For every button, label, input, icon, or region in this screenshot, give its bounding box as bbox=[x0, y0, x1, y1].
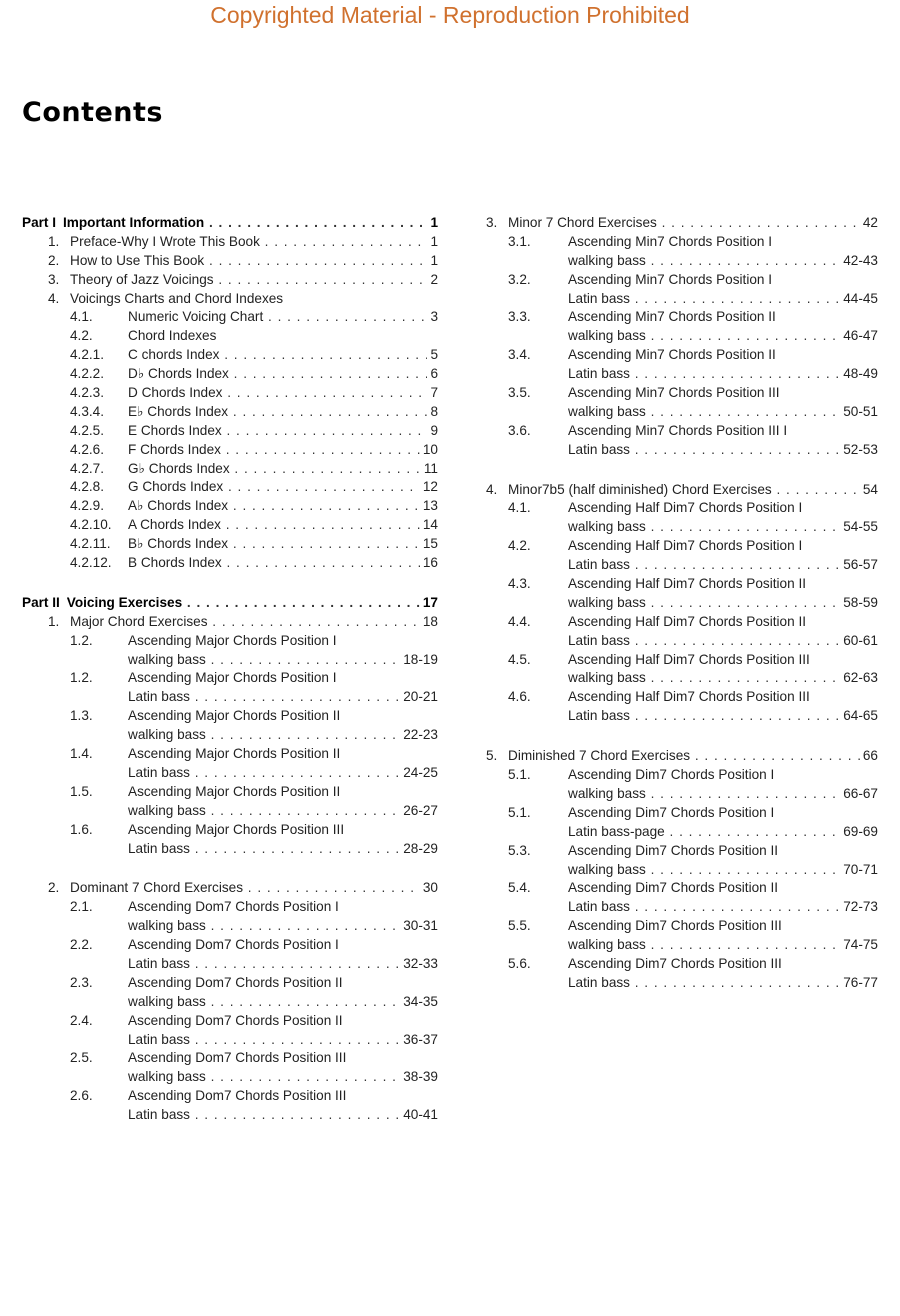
toc-entry-title: Ascending Half Dim7 Chords Position I bbox=[568, 500, 803, 516]
toc-entry-title: Ascending Dim7 Chords Position I bbox=[568, 767, 775, 783]
toc-entry-number: 1. bbox=[48, 233, 60, 249]
toc-entry-number: 4.2. bbox=[508, 538, 531, 554]
toc-entry-title: C chords Index . . . bbox=[128, 346, 427, 365]
toc-entry-title: Numeric Voicing Chart . . . bbox=[128, 308, 427, 327]
toc-entry bbox=[484, 974, 878, 993]
toc-entry bbox=[484, 365, 878, 384]
toc-entry-number: 3.3. bbox=[508, 309, 531, 325]
toc-entry-page: 64-65 bbox=[843, 708, 878, 724]
toc-entry bbox=[22, 993, 438, 1012]
toc-entry-title: Latin bass . . . bbox=[568, 556, 840, 575]
toc-entry-title: Ascending Min7 Chords Position I bbox=[568, 233, 773, 249]
toc-entry-page: 42-43 bbox=[843, 252, 878, 268]
toc-entry bbox=[484, 327, 878, 346]
toc-entry-number: 3.6. bbox=[508, 422, 531, 438]
toc-entry-title: Ascending Half Dim7 Chords Position II bbox=[568, 576, 806, 592]
toc-entry-title: Latin bass . . . bbox=[568, 898, 840, 917]
toc-entry-page: 60-61 bbox=[843, 632, 878, 648]
toc-entry-title: Voicings Charts and Chord Indexes bbox=[70, 290, 284, 306]
toc-entry-page: 7 bbox=[430, 385, 438, 401]
copyright-watermark: Copyrighted Material - Reproduction Prohibited bbox=[210, 2, 690, 28]
toc-entry bbox=[22, 783, 438, 802]
toc-entry-number: 4.2.11. bbox=[70, 536, 111, 552]
toc-entry-number: 4.2.8. bbox=[70, 479, 105, 495]
toc-entry bbox=[22, 840, 438, 859]
toc-entry bbox=[22, 651, 438, 670]
toc-entry-page: 72-73 bbox=[843, 899, 878, 915]
toc-entry-title: walking bass . . . bbox=[128, 917, 400, 936]
toc-entry-title: Ascending Major Chords Position II bbox=[128, 708, 341, 724]
toc-entry-title: Minor 7 Chord Exercises . . . bbox=[508, 214, 860, 233]
toc-entry-title: D Chords Index . . . bbox=[128, 384, 427, 403]
toc-entry bbox=[484, 537, 878, 556]
toc-entry-title: A♭ Chords Index . . . bbox=[128, 497, 420, 516]
toc-entry-title: B♭ Chords Index . . . bbox=[128, 535, 420, 554]
toc-entry-title: walking bass . . . bbox=[568, 785, 840, 804]
toc-entry-title: walking bass . . . bbox=[128, 651, 400, 670]
toc-entry-title: A Chords Index . . . bbox=[128, 516, 420, 535]
toc-entry-number: 4.3.4. bbox=[70, 403, 105, 419]
toc-entry bbox=[22, 271, 438, 290]
toc-entry-page: 69-69 bbox=[843, 823, 878, 839]
toc-entry-title: Latin bass . . . bbox=[128, 688, 400, 707]
toc-entry bbox=[484, 499, 878, 518]
toc-entry bbox=[22, 308, 438, 327]
toc-entry-title: Diminished 7 Chord Exercises . . . bbox=[508, 747, 860, 766]
toc-entry bbox=[22, 290, 438, 309]
toc-left-column bbox=[22, 214, 438, 1146]
toc-entry-title: walking bass . . . bbox=[128, 726, 400, 745]
toc-entry-title: Latin bass . . . bbox=[568, 974, 840, 993]
toc-entry-title: walking bass . . . bbox=[568, 594, 840, 613]
toc-entry bbox=[484, 556, 878, 575]
toc-entry-title: Ascending Half Dim7 Chords Position III bbox=[568, 689, 810, 705]
toc-entry bbox=[22, 460, 438, 479]
toc-entry-page: 34-35 bbox=[403, 993, 438, 1009]
toc-entry bbox=[484, 861, 878, 880]
toc-entry-title: Ascending Major Chords Position II bbox=[128, 746, 341, 762]
toc-entry-title: Ascending Major Chords Position I bbox=[128, 670, 337, 686]
toc-entry-number: 4.2.6. bbox=[70, 441, 105, 457]
toc-entry bbox=[22, 936, 438, 955]
toc-entry-title: Preface-Why I Wrote This Book . . . bbox=[70, 233, 427, 252]
toc-entry-title: Ascending Min7 Chords Position III bbox=[568, 385, 780, 401]
toc-entry bbox=[22, 1049, 438, 1068]
toc-entry bbox=[484, 936, 878, 955]
toc-entry bbox=[484, 594, 878, 613]
toc-entry-number: 4.2.10. bbox=[70, 517, 112, 533]
toc-entry bbox=[484, 688, 878, 707]
toc-entry-title: Latin bass . . . bbox=[128, 1106, 400, 1125]
toc-entry bbox=[484, 214, 878, 233]
toc-entry-page: 74-75 bbox=[843, 937, 878, 953]
toc-entry-number: 1.2. bbox=[70, 632, 93, 648]
toc-entry-number: 4.1. bbox=[508, 500, 531, 516]
toc-entry bbox=[484, 785, 878, 804]
toc-section bbox=[22, 214, 438, 573]
toc-entry-number: 4. bbox=[486, 481, 498, 497]
toc-entry-title: Ascending Dim7 Chords Position III bbox=[568, 955, 782, 971]
toc-entry bbox=[484, 308, 878, 327]
toc-entry-page: 38-39 bbox=[403, 1069, 438, 1085]
toc-entry-page: 28-29 bbox=[403, 840, 438, 856]
toc-entry-title: walking bass . . . bbox=[568, 861, 840, 880]
toc-entry-page: 14 bbox=[422, 517, 438, 533]
toc-entry-title: Ascending Dim7 Chords Position I bbox=[568, 804, 775, 820]
toc-entry-title: G Chords Index . . . bbox=[128, 478, 420, 497]
toc-entry bbox=[484, 271, 878, 290]
toc-entry-title: Theory of Jazz Voicings . . . bbox=[70, 271, 427, 290]
toc-entry-title: Chord Indexes bbox=[128, 328, 217, 344]
toc-entry bbox=[22, 535, 438, 554]
toc-entry bbox=[484, 823, 878, 842]
toc-entry-title: Ascending Min7 Chords Position I bbox=[568, 271, 773, 287]
toc-entry-page: 66 bbox=[862, 748, 878, 764]
toc-entry-page: 54 bbox=[862, 481, 878, 497]
toc-entry-page: 16 bbox=[422, 555, 438, 571]
toc-entry-page: 36-37 bbox=[403, 1031, 438, 1047]
toc-entry bbox=[22, 745, 438, 764]
toc-entry bbox=[22, 252, 438, 271]
toc-entry-title: Latin bass . . . bbox=[568, 441, 840, 460]
toc-entry-number: 5.6. bbox=[508, 955, 531, 971]
toc-entry-number: 5.4. bbox=[508, 880, 531, 896]
toc-entry-page: 13 bbox=[422, 498, 438, 514]
toc-entry bbox=[484, 632, 878, 651]
toc-entry-page: 5 bbox=[430, 347, 438, 363]
toc-entry-number: 5.1. bbox=[508, 804, 531, 820]
toc-entry-page: 26-27 bbox=[403, 802, 438, 818]
toc-entry-number: 3.1. bbox=[508, 233, 531, 249]
toc-entry-number: 4.4. bbox=[508, 613, 531, 629]
toc-entry-page: 17 bbox=[422, 594, 438, 610]
toc-entry-title: walking bass . . . bbox=[568, 403, 840, 422]
toc-entry-number: 4.2.2. bbox=[70, 366, 105, 382]
toc-entry bbox=[22, 1031, 438, 1050]
toc-entry-number: 5. bbox=[486, 748, 498, 764]
toc-entry-number: 3.4. bbox=[508, 347, 531, 363]
toc-entry-page: 3 bbox=[430, 309, 438, 325]
toc-entry-page: 62-63 bbox=[843, 670, 878, 686]
toc-entry-page: 2 bbox=[430, 271, 438, 287]
toc-entry-page: 76-77 bbox=[843, 974, 878, 990]
toc-entry bbox=[484, 481, 878, 500]
toc-section bbox=[484, 214, 878, 460]
toc-entry-page: 32-33 bbox=[403, 955, 438, 971]
toc-entry-title: walking bass . . . bbox=[128, 802, 400, 821]
toc-entry-title: walking bass . . . bbox=[568, 669, 840, 688]
toc-entry bbox=[484, 403, 878, 422]
toc-entry bbox=[484, 898, 878, 917]
toc-entry-number: 2. bbox=[48, 252, 60, 268]
toc-entry-title: Ascending Half Dim7 Chords Position II bbox=[568, 613, 806, 629]
toc-entry-number: 4.3. bbox=[508, 576, 531, 592]
toc-entry-title: How to Use This Book . . . bbox=[70, 252, 427, 271]
toc-entry bbox=[22, 478, 438, 497]
toc-entry-number: 2.2. bbox=[70, 937, 93, 953]
toc-entry bbox=[22, 917, 438, 936]
toc-entry-title: Ascending Half Dim7 Chords Position III bbox=[568, 651, 810, 667]
toc-entry-number: 2. bbox=[48, 880, 60, 896]
toc-entry bbox=[484, 879, 878, 898]
toc-entry bbox=[22, 422, 438, 441]
toc-entry-page: 1 bbox=[430, 252, 438, 268]
toc-entry-number: 4.2.3. bbox=[70, 385, 105, 401]
toc-entry-title: Ascending Dom7 Chords Position I bbox=[128, 899, 339, 915]
toc-entry-page: 9 bbox=[430, 422, 438, 438]
toc-entry bbox=[22, 365, 438, 384]
toc-entry-title: Ascending Major Chords Position I bbox=[128, 632, 337, 648]
toc-entry-title: Dominant 7 Chord Exercises . . . bbox=[70, 879, 420, 898]
toc-entry-title: Minor7b5 (half diminished) Chord Exercises . . . bbox=[508, 481, 860, 500]
toc-entry-page: 6 bbox=[430, 366, 438, 382]
toc-entry-title: Latin bass . . . bbox=[568, 707, 840, 726]
toc-entry-title: Latin bass . . . bbox=[568, 632, 840, 651]
toc-entry bbox=[484, 233, 878, 252]
toc-entry-number: 1.5. bbox=[70, 783, 93, 799]
toc-entry-page: 48-49 bbox=[843, 366, 878, 382]
toc-entry-title: Ascending Dom7 Chords Position III bbox=[128, 1088, 347, 1104]
toc-entry-page: 20-21 bbox=[403, 689, 438, 705]
toc-entry bbox=[484, 441, 878, 460]
toc-entry-title: Ascending Major Chords Position II bbox=[128, 783, 341, 799]
toc-entry-number: 2.3. bbox=[70, 974, 93, 990]
toc-entry bbox=[22, 802, 438, 821]
toc-entry-number: 3. bbox=[48, 271, 60, 287]
toc-entry-number: 5.1. bbox=[508, 767, 531, 783]
toc-entry-title: Major Chord Exercises . . . bbox=[70, 613, 420, 632]
toc-entry-title: Ascending Half Dim7 Chords Position I bbox=[568, 538, 803, 554]
toc-part-heading bbox=[22, 594, 438, 613]
toc-entry bbox=[484, 651, 878, 670]
toc-entry-title: Ascending Dim7 Chords Position II bbox=[568, 880, 779, 896]
toc-entry-number: 4.2.1. bbox=[70, 347, 105, 363]
toc-entry-title: Ascending Major Chords Position III bbox=[128, 821, 345, 837]
toc-entry-number: 2.1. bbox=[70, 899, 93, 915]
toc-entry bbox=[484, 917, 878, 936]
toc-entry-number: Part I bbox=[22, 215, 56, 230]
toc-entry-page: 50-51 bbox=[843, 403, 878, 419]
toc-entry bbox=[484, 955, 878, 974]
toc-entry-page: 42 bbox=[862, 215, 878, 230]
toc-entry bbox=[22, 764, 438, 783]
toc-entry-number: 4. bbox=[48, 290, 60, 306]
toc-entry bbox=[22, 707, 438, 726]
toc-entry-page: 44-45 bbox=[843, 290, 878, 306]
toc-entry-title: B Chords Index . . . bbox=[128, 554, 420, 573]
toc-entry bbox=[22, 974, 438, 993]
toc-entry-page: 11 bbox=[423, 460, 438, 476]
toc-entry bbox=[484, 747, 878, 766]
toc-entry-page: 18-19 bbox=[403, 651, 438, 667]
toc-entry-title: Latin bass . . . bbox=[568, 365, 840, 384]
toc-entry-page: 18 bbox=[422, 613, 438, 629]
toc-entry bbox=[484, 842, 878, 861]
toc-entry bbox=[484, 252, 878, 271]
toc-entry-page: 70-71 bbox=[843, 861, 878, 877]
toc-entry bbox=[484, 669, 878, 688]
toc-entry-page: 24-25 bbox=[403, 764, 438, 780]
toc-entry bbox=[484, 707, 878, 726]
toc-entry-page: 10 bbox=[422, 441, 438, 457]
page-title: Contents bbox=[22, 97, 164, 128]
toc-entry-title: walking bass . . . bbox=[568, 936, 840, 955]
toc-entry-title: Ascending Dim7 Chords Position III bbox=[568, 918, 782, 934]
toc-entry-number: 4.1. bbox=[70, 309, 93, 325]
toc-entry-number: 5.3. bbox=[508, 842, 531, 858]
toc-entry-title: Ascending Dom7 Chords Position II bbox=[128, 1012, 343, 1028]
toc-section bbox=[22, 879, 438, 1125]
toc-entry-title: Ascending Dom7 Chords Position III bbox=[128, 1050, 347, 1066]
toc-entry-title: walking bass . . . bbox=[568, 327, 840, 346]
toc-entry-page: 56-57 bbox=[843, 557, 878, 573]
toc-entry bbox=[22, 497, 438, 516]
toc-entry-number: 4.5. bbox=[508, 651, 531, 667]
toc-entry-page: 22-23 bbox=[403, 727, 438, 743]
toc-entry-title: Latin bass . . . bbox=[568, 290, 840, 309]
toc-entry bbox=[22, 327, 438, 346]
toc-entry-number: 4.2.7. bbox=[70, 460, 105, 476]
toc-entry bbox=[22, 955, 438, 974]
toc-entry bbox=[22, 726, 438, 745]
toc-entry-number: 4.2.12. bbox=[70, 555, 112, 571]
toc-entry-title: Ascending Min7 Chords Position III I bbox=[568, 422, 788, 438]
toc-entry bbox=[22, 1087, 438, 1106]
toc-section bbox=[484, 747, 878, 993]
toc-entry-page: 1 bbox=[430, 233, 438, 249]
toc-entry-page: 66-67 bbox=[843, 785, 878, 801]
toc-entry-title: walking bass . . . bbox=[128, 1068, 400, 1087]
toc-entry-number: 1.2. bbox=[70, 670, 93, 686]
toc-entry bbox=[22, 441, 438, 460]
toc-entry-title: Ascending Dom7 Chords Position I bbox=[128, 937, 339, 953]
toc-entry-number: 4.2.5. bbox=[70, 422, 105, 438]
toc-entry-title: Ascending Min7 Chords Position II bbox=[568, 309, 776, 325]
toc-section bbox=[484, 481, 878, 727]
toc-entry bbox=[22, 632, 438, 651]
toc-entry bbox=[22, 403, 438, 422]
toc-entry-title: Ascending Dom7 Chords Position II bbox=[128, 974, 343, 990]
toc-entry bbox=[484, 346, 878, 365]
toc-entry-number: 1.3. bbox=[70, 708, 93, 724]
toc-entry bbox=[22, 554, 438, 573]
toc-section bbox=[22, 594, 438, 858]
toc-entry-number: 3.5. bbox=[508, 385, 531, 401]
toc-entry bbox=[22, 516, 438, 535]
toc-entry-number: 4.2.9. bbox=[70, 498, 105, 514]
toc-entry bbox=[22, 669, 438, 688]
toc-entry-title: Ascending Min7 Chords Position II bbox=[568, 347, 776, 363]
toc-entry-title: Latin bass . . . bbox=[128, 764, 400, 783]
toc-entry-page: 40-41 bbox=[403, 1107, 438, 1123]
toc-entry-title: Ascending Dim7 Chords Position II bbox=[568, 842, 779, 858]
toc-entry-page: 8 bbox=[430, 403, 438, 419]
toc-entry-number: 1. bbox=[48, 613, 60, 629]
toc-entry bbox=[484, 518, 878, 537]
toc-entry bbox=[484, 804, 878, 823]
toc-entry-page: 30-31 bbox=[403, 918, 438, 934]
toc-entry bbox=[22, 1068, 438, 1087]
toc-entry-title: E Chords Index . . . bbox=[128, 422, 427, 441]
toc-entry bbox=[22, 1106, 438, 1125]
toc-entry-title: Important Information . . . bbox=[63, 214, 427, 233]
toc-entry-page: 54-55 bbox=[843, 519, 878, 535]
toc-entry-page: 46-47 bbox=[843, 328, 878, 344]
toc-entry-page: 1 bbox=[430, 215, 438, 230]
toc-entry-title: walking bass . . . bbox=[128, 993, 400, 1012]
toc-entry-number: 2.4. bbox=[70, 1012, 93, 1028]
toc-entry-title: D♭ Chords Index . . . bbox=[128, 365, 427, 384]
toc-entry bbox=[22, 613, 438, 632]
toc-entry-number: 3.2. bbox=[508, 271, 531, 287]
toc-entry bbox=[22, 1012, 438, 1031]
toc-entry-number: 4.2. bbox=[70, 328, 93, 344]
toc-entry bbox=[22, 688, 438, 707]
toc-entry-page: 30 bbox=[422, 880, 438, 896]
toc-right-column bbox=[484, 214, 878, 1014]
toc-entry bbox=[484, 766, 878, 785]
toc-entry-number: Part II bbox=[22, 594, 60, 610]
toc-entry bbox=[484, 384, 878, 403]
toc-entry-title: E♭ Chords Index . . . bbox=[128, 403, 427, 422]
toc-entry-number: 4.6. bbox=[508, 689, 531, 705]
toc-entry-title: Latin bass . . . bbox=[128, 1031, 400, 1050]
toc-entry-title: Latin bass . . . bbox=[128, 840, 400, 859]
toc-entry-number: 5.5. bbox=[508, 918, 531, 934]
toc-part-heading bbox=[22, 214, 438, 233]
toc-entry-title: Latin bass . . . bbox=[128, 955, 400, 974]
toc-entry-number: 3. bbox=[486, 215, 498, 230]
toc-entry-number: 2.5. bbox=[70, 1050, 93, 1066]
toc-entry-page: 15 bbox=[422, 536, 438, 552]
toc-entry-title: G♭ Chords Index . . . bbox=[128, 460, 421, 479]
toc-entry-title: walking bass . . . bbox=[568, 252, 840, 271]
toc-entry-page: 52-53 bbox=[843, 441, 878, 457]
toc-entry bbox=[484, 422, 878, 441]
toc-entry bbox=[484, 613, 878, 632]
toc-entry bbox=[22, 384, 438, 403]
toc-entry-page: 58-59 bbox=[843, 594, 878, 610]
toc-entry bbox=[22, 233, 438, 252]
toc-entry bbox=[484, 290, 878, 309]
toc-entry-title: F Chords Index . . . bbox=[128, 441, 420, 460]
toc-entry bbox=[22, 898, 438, 917]
toc-entry-number: 2.6. bbox=[70, 1088, 93, 1104]
toc-entry bbox=[22, 346, 438, 365]
toc-entry-title: Latin bass-page . . . bbox=[568, 823, 840, 842]
toc-entry bbox=[22, 879, 438, 898]
toc-entry-number: 1.6. bbox=[70, 821, 93, 837]
toc-entry bbox=[22, 821, 438, 840]
toc-entry-title: Voicing Exercises . . . bbox=[67, 594, 420, 613]
toc-entry bbox=[484, 575, 878, 594]
toc-entry-number: 1.4. bbox=[70, 746, 93, 762]
toc-entry-page: 12 bbox=[422, 479, 438, 495]
toc-entry-title: walking bass . . . bbox=[568, 518, 840, 537]
